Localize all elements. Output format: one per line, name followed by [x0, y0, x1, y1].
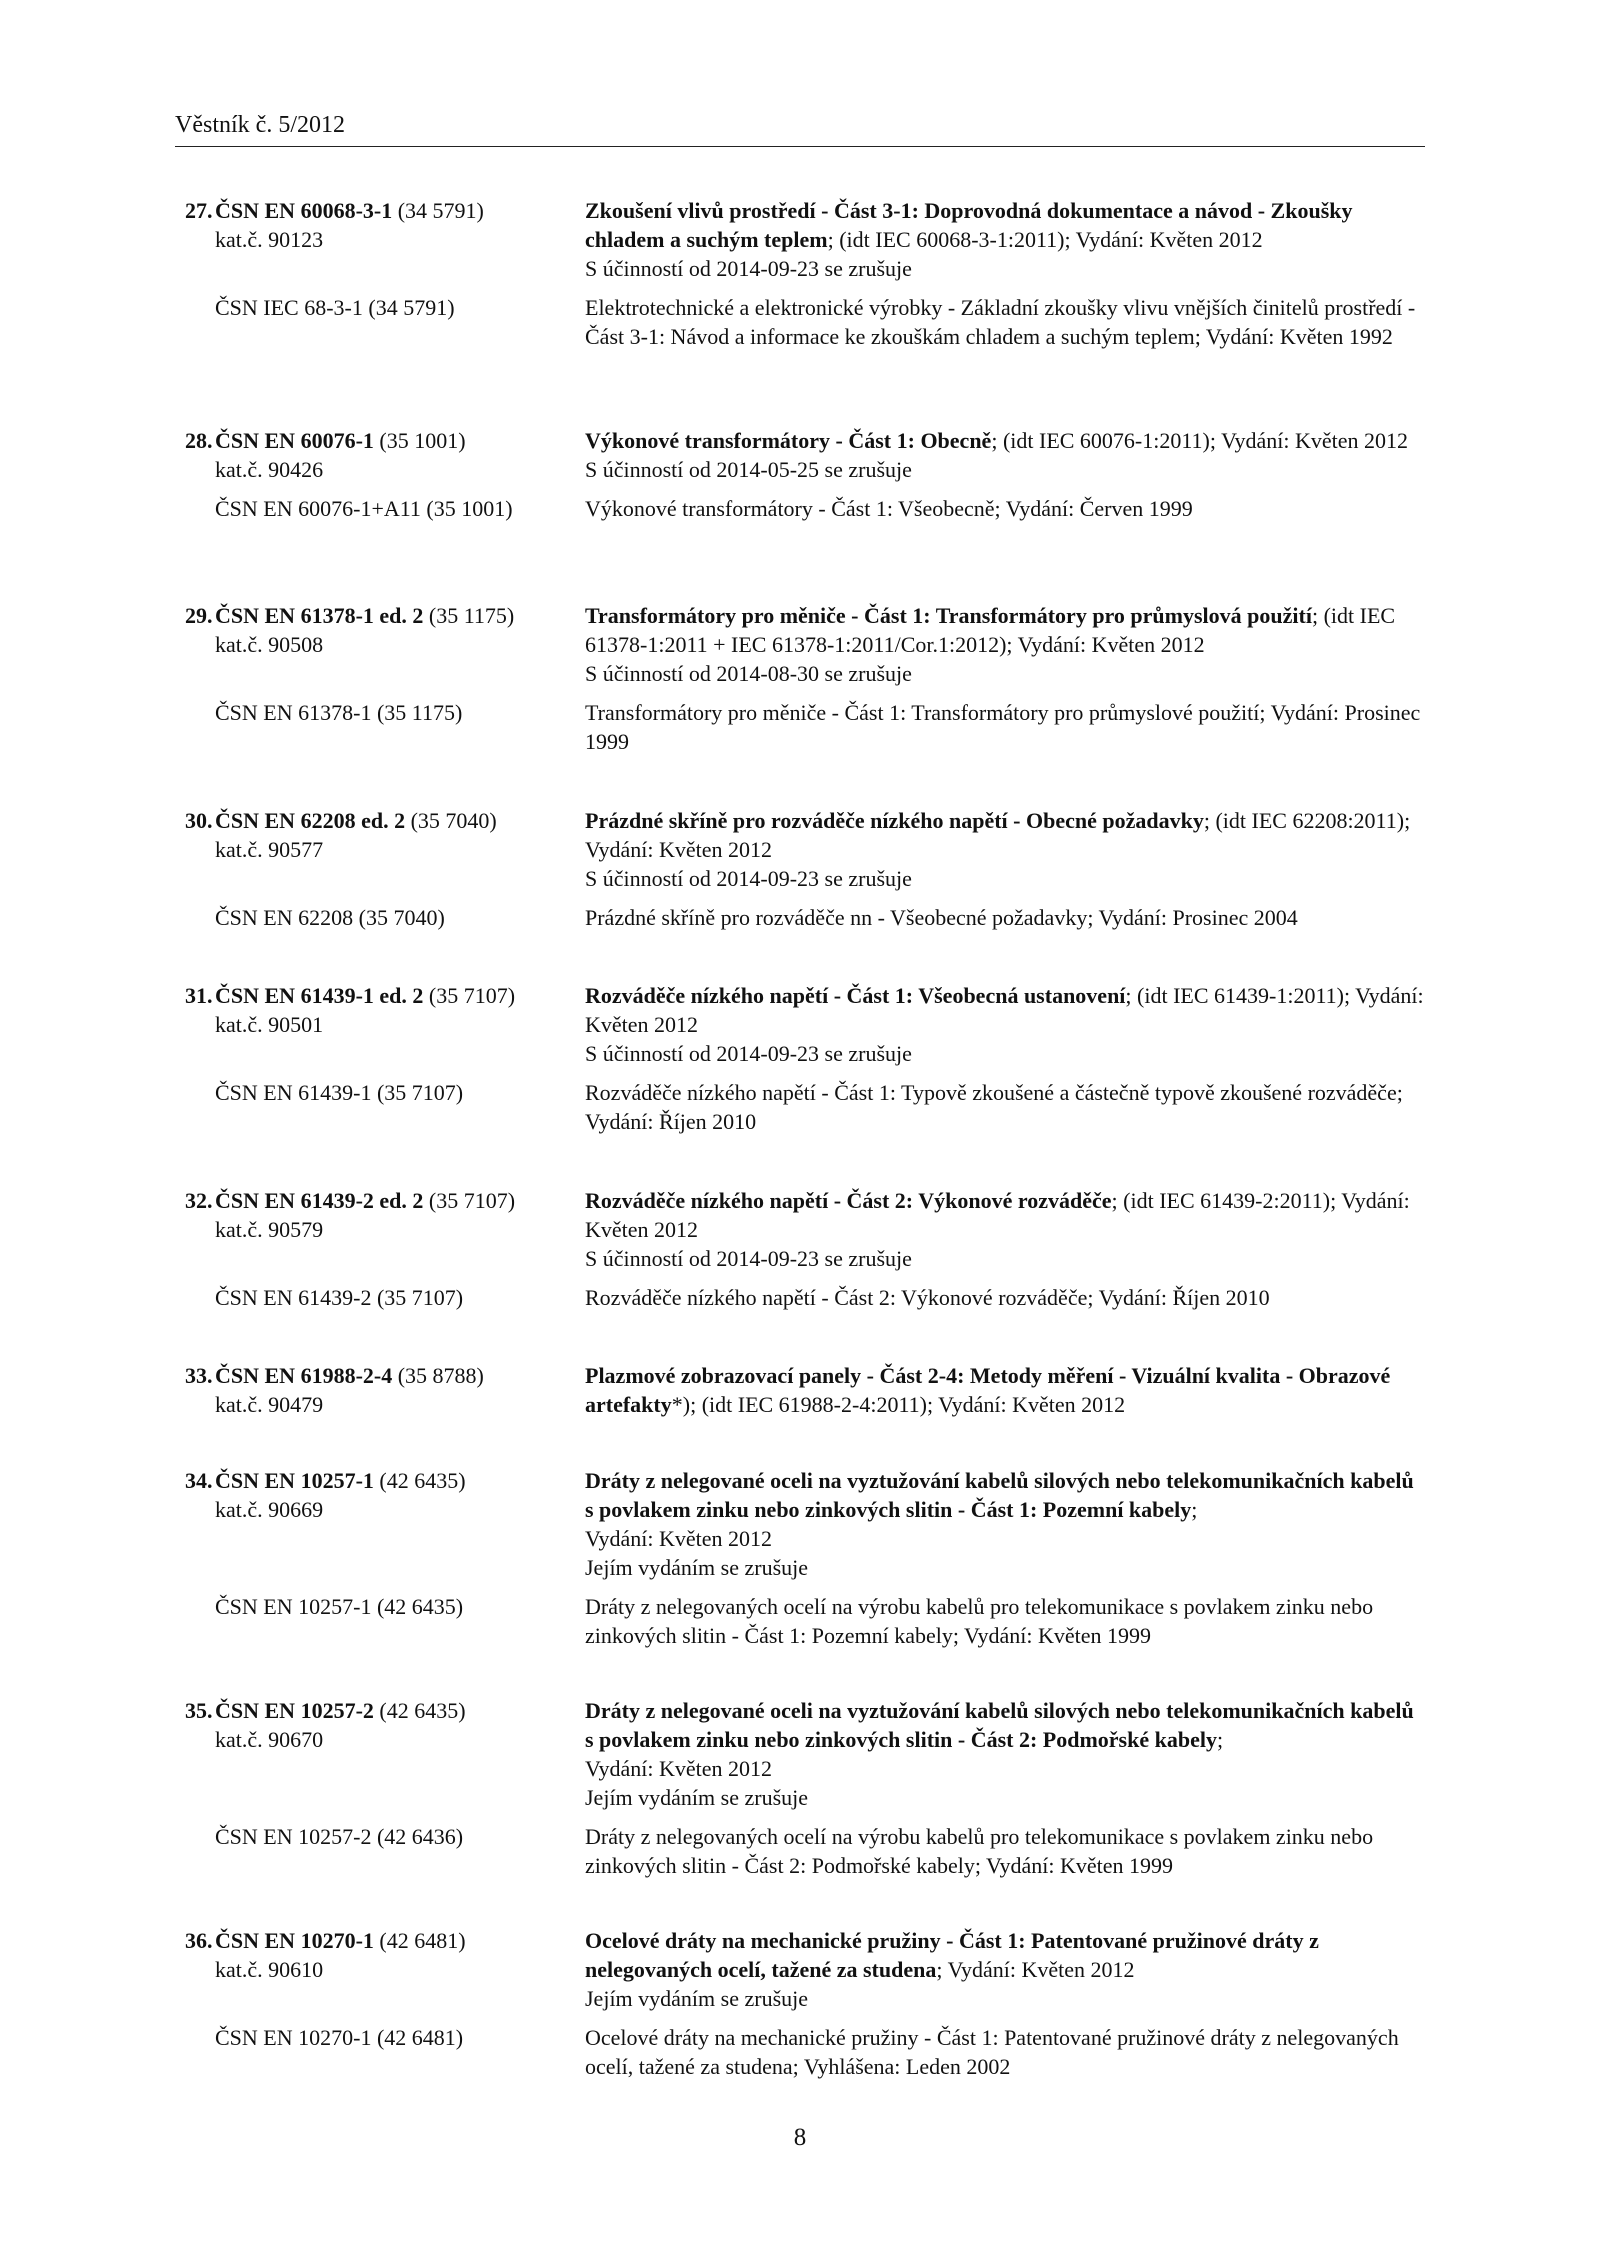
validity-note: S účinností od 2014-05-25 se zrušuje: [585, 457, 912, 482]
entry-number: 36.: [185, 1928, 213, 1953]
standard-code-class: (34 5791): [392, 198, 484, 223]
replaced-standard-code: ČSN IEC 68-3-1 (34 5791): [215, 295, 455, 320]
header-rule: [175, 146, 1425, 147]
standard-title: Rozváděče nízkého napětí - Část 1: Všeobecná ustanovení: [585, 983, 1126, 1008]
standard-title-details: ; (idt IEC 62208:2011); Vydání: Květen 2012: [585, 808, 1411, 862]
standard-title-details: ; (idt IEC 61439-1:2011); Vydání: Květen 2012: [585, 983, 1424, 1037]
validity-note: S účinností od 2014-08-30 se zrušuje: [585, 661, 912, 686]
journal-header: Věstník č. 5/2012: [175, 112, 345, 138]
standard-entry-35: [185, 1696, 1445, 1880]
replaced-standard-title: Dráty z nelegovaných ocelí na výrobu kabelů pro telekomunikace s povlakem zinku nebo zinkových slitin - Část 1: Pozemní kabely; Vydání: Květen 1999: [585, 1594, 1374, 1648]
validity-note: S účinností od 2014-09-23 se zrušuje: [585, 1041, 912, 1066]
standard-entry-30: [185, 806, 1445, 932]
standard-title-details: ; (idt IEC 61439-2:2011); Vydání: Květen 2012: [585, 1188, 1410, 1242]
standard-code: ČSN EN 62208 ed. 2: [215, 808, 406, 833]
standard-code: ČSN EN 60068-3-1: [215, 198, 393, 223]
replaced-standard-title: Transformátory pro měniče - Část 1: Transformátory pro průmyslové použití; Vydání: Prosinec 1999: [585, 700, 1421, 754]
standard-title-details: ; Vydání: Květen 2012: [936, 1957, 1135, 1982]
standard-code: ČSN EN 10257-1: [215, 1468, 374, 1493]
standard-title: Dráty z nelegované oceli na vyztužování kabelů silových nebo telekomunikačních kabelů s povlakem zinku nebo zinkových slitin - Část 2: Podmořské kabely: [585, 1698, 1414, 1752]
page-number: 8: [793, 2124, 807, 2151]
standard-code-class: (35 1001): [373, 428, 466, 453]
entry-number: 31.: [185, 983, 213, 1008]
standard-code: ČSN EN 61988-2-4: [215, 1363, 393, 1388]
standard-code: ČSN EN 10270-1: [215, 1928, 374, 1953]
standard-code-class: (42 6435): [373, 1468, 466, 1493]
replaced-standard-code: ČSN EN 10257-2 (42 6436): [215, 1824, 464, 1849]
standard-title: Prázdné skříně pro rozváděče nízkého napětí - Obecné požadavky: [585, 808, 1204, 833]
standard-code-class: (35 8788): [392, 1363, 484, 1388]
catalog-number: kat.č. 90123: [215, 227, 324, 252]
catalog-number: kat.č. 90426: [215, 457, 324, 482]
standard-entry-28: [185, 426, 1445, 523]
standard-code: ČSN EN 10257-2: [215, 1698, 374, 1723]
replaced-standard-code: ČSN EN 61439-1 (35 7107): [215, 1080, 464, 1105]
standard-title: Ocelové dráty na mechanické pružiny - Část 1: Patentované pružinové dráty z nelegovaných ocelí, tažené za studena: [585, 1928, 1319, 1982]
replaced-standard-title: Rozváděče nízkého napětí - Část 1: Typově zkoušené a částečně typově zkoušené rozváděče; Vydání: Říjen 2010: [585, 1080, 1403, 1134]
standard-entry-34: [185, 1466, 1445, 1650]
catalog-number: kat.č. 90501: [215, 1012, 324, 1037]
catalog-number: kat.č. 90508: [215, 632, 324, 657]
standard-entry-27: [185, 196, 1445, 351]
standard-code: ČSN EN 61378-1 ed. 2: [215, 603, 424, 628]
standard-code: ČSN EN 61439-2 ed. 2: [215, 1188, 424, 1213]
replaced-standard-title: Ocelové dráty na mechanické pružiny - Část 1: Patentované pružinové dráty z nelegovaných ocelí, tažené za studena; Vyhlášena: Leden 2002: [585, 2025, 1399, 2079]
standard-code-class: (35 7107): [423, 1188, 516, 1213]
standard-code-class: (35 7040): [405, 808, 497, 833]
replaced-standard-title: Rozváděče nízkého napětí - Část 2: Výkonové rozváděče; Vydání: Říjen 2010: [585, 1285, 1270, 1310]
standard-title: Dráty z nelegované oceli na vyztužování kabelů silových nebo telekomunikačních kabelů s povlakem zinku nebo zinkových slitin - Část 1: Pozemní kabely: [585, 1468, 1414, 1522]
issue-date: Vydání: Květen 2012: [585, 1756, 772, 1781]
standard-title: Zkoušení vlivů prostředí - Část 3-1: Doprovodná dokumentace a návod - Zkoušky chladem a suchým teplem: [585, 198, 1353, 252]
standard-title-details: ; (idt IEC 61378-1:2011 + IEC 61378-1:2011/Cor.1:2012); Vydání: Květen 2012: [585, 603, 1396, 657]
standard-entry-31: [185, 981, 1445, 1136]
standard-title: Výkonové transformátory - Část 1: Obecně: [585, 428, 992, 453]
catalog-number: kat.č. 90479: [215, 1392, 324, 1417]
standard-entry-32: [185, 1186, 1445, 1312]
catalog-number: kat.č. 90610: [215, 1957, 324, 1982]
standard-code: ČSN EN 61439-1 ed. 2: [215, 983, 424, 1008]
standard-title-details: *); (idt IEC 61988-2-4:2011); Vydání: Květen 2012: [671, 1392, 1126, 1417]
standard-entry-29: [185, 601, 1445, 756]
replaced-standard-code: ČSN EN 10270-1 (42 6481): [215, 2025, 464, 2050]
standard-code-class: (42 6435): [373, 1698, 466, 1723]
replaced-standard-title: Dráty z nelegovaných ocelí na výrobu kabelů pro telekomunikace s povlakem zinku nebo zinkových slitin - Část 2: Podmořské kabely; Vydání: Květen 1999: [585, 1824, 1374, 1878]
standard-title: Plazmové zobrazovací panely - Část 2-4: Metody měření - Vizuální kvalita - Obrazové artefakty: [585, 1363, 1391, 1417]
entry-number: 33.: [185, 1363, 213, 1388]
replaced-standard-title: Elektrotechnické a elektronické výrobky - Základní zkoušky vlivu vnějších činitelů prostředí - Část 3-1: Návod a informace ke zkouškám chladem a suchým teplem; Vydání: Květen 1992: [585, 295, 1416, 349]
standard-title-details: ;: [1216, 1727, 1224, 1752]
replaced-standard-title: Výkonové transformátory - Část 1: Všeobecně; Vydání: Červen 1999: [585, 496, 1193, 521]
standard-entry-36: [185, 1926, 1445, 2081]
standard-title-details: ; (idt IEC 60076-1:2011); Vydání: Květen 2012: [991, 428, 1409, 453]
standard-entry-33: [185, 1361, 1445, 1419]
issue-date: Vydání: Květen 2012: [585, 1526, 772, 1551]
standard-code: ČSN EN 60076-1: [215, 428, 374, 453]
standard-title-details: ; (idt IEC 60068-3-1:2011); Vydání: Květen 2012: [827, 227, 1263, 252]
entry-number: 29.: [185, 603, 213, 628]
entry-number: 30.: [185, 808, 213, 833]
standard-code-class: (35 7107): [423, 983, 516, 1008]
standard-code-class: (35 1175): [423, 603, 515, 628]
validity-note: S účinností od 2014-09-23 se zrušuje: [585, 866, 912, 891]
entry-number: 32.: [185, 1188, 213, 1213]
replaced-standard-code: ČSN EN 10257-1 (42 6435): [215, 1594, 464, 1619]
catalog-number: kat.č. 90577: [215, 837, 324, 862]
replaced-standard-code: ČSN EN 60076-1+A11 (35 1001): [215, 496, 513, 521]
validity-note: Jejím vydáním se zrušuje: [585, 1986, 809, 2011]
replaced-standard-code: ČSN EN 62208 (35 7040): [215, 905, 445, 930]
catalog-number: kat.č. 90670: [215, 1727, 324, 1752]
replaced-standard-title: Prázdné skříně pro rozváděče nn - Všeobecné požadavky; Vydání: Prosinec 2004: [585, 905, 1298, 930]
catalog-number: kat.č. 90579: [215, 1217, 324, 1242]
replaced-standard-code: ČSN EN 61378-1 (35 1175): [215, 700, 463, 725]
entry-number: 28.: [185, 428, 213, 453]
validity-note: Jejím vydáním se zrušuje: [585, 1785, 809, 1810]
entry-number: 34.: [185, 1468, 213, 1493]
entry-number: 35.: [185, 1698, 213, 1723]
replaced-standard-code: ČSN EN 61439-2 (35 7107): [215, 1285, 464, 1310]
standard-title: Transformátory pro měniče - Část 1: Transformátory pro průmyslová použití: [585, 603, 1312, 628]
validity-note: S účinností od 2014-09-23 se zrušuje: [585, 256, 912, 281]
standard-title-details: ;: [1191, 1497, 1198, 1522]
standard-code-class: (42 6481): [373, 1928, 466, 1953]
entry-number: 27.: [185, 198, 213, 223]
validity-note: S účinností od 2014-09-23 se zrušuje: [585, 1246, 912, 1271]
standard-title: Rozváděče nízkého napětí - Část 2: Výkonové rozváděče: [585, 1188, 1112, 1213]
catalog-number: kat.č. 90669: [215, 1497, 324, 1522]
validity-note: Jejím vydáním se zrušuje: [585, 1555, 809, 1580]
